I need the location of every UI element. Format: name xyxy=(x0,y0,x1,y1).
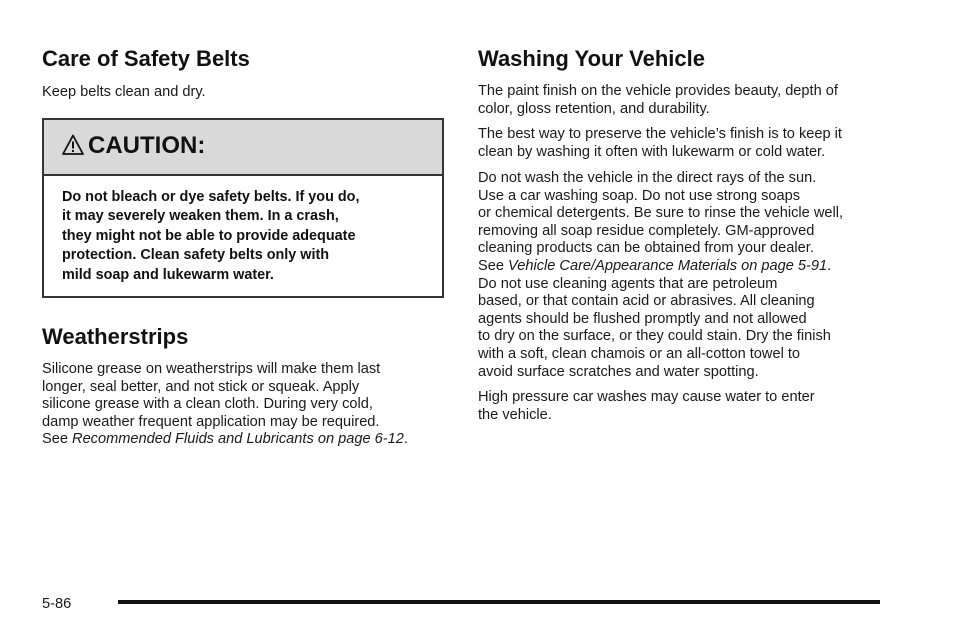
heading-washing-your-vehicle: Washing Your Vehicle xyxy=(478,46,705,71)
cross-reference-fluids-lubricants: Recommended Fluids and Lubricants on page 6-12 xyxy=(72,431,404,448)
care-text: Keep belts clean and dry. xyxy=(42,84,206,100)
weatherstrips-see-line: See Recommended Fluids and Lubricants on page 6-12. xyxy=(42,431,408,448)
weatherstrips-text: Silicone grease on weatherstrips will make them last longer, seal better, and not stick or squeak. Apply silicone grease with a clean cloth. During very cold, damp weather frequent application may be required. See Recommended Fluids and Lubricants on page 6-12. xyxy=(42,361,408,448)
footer-divider xyxy=(118,600,880,604)
caution-text xyxy=(62,188,359,285)
heading-care-of-safety-belts: Care of Safety Belts xyxy=(42,46,250,71)
caution-line: they might not be able to provide adequate xyxy=(62,227,356,244)
washing-see-line: See Vehicle Care/Appearance Materials on page 5-91. xyxy=(478,257,832,274)
caution-line: Do not bleach or dye safety belts. If you do, xyxy=(62,189,360,205)
page-number: 5-86 xyxy=(42,596,72,612)
caution-line: it may severely weaken them. In a crash, xyxy=(62,208,339,225)
washing-paragraph-2: The best way to preserve the vehicle’s finish is to keep it clean by washing it often with lukewarm or cold water. xyxy=(478,126,842,160)
caution-box xyxy=(42,118,444,298)
washing-paragraph-4: High pressure car washes may cause water to enter the vehicle. xyxy=(478,389,815,423)
washing-paragraph-3: Do not wash the vehicle in the direct rays of the sun. Use a car washing soap. Do not use strong soaps or chemical detergents. Be sure to rinse the vehicle well, removing all soap residue completely. GM-approved cleaning products can be obtained from your dealer. See Vehicle Care/Appearance Materials on page 5-91. Do not use cleaning agents that are petroleum based, or that contain acid or abrasives. All cleaning agents should be flushed promptly and not allowed to dry on the surface, or they could stain. Dry the finish with a soft, clean chamois or an all-cotton towel to avoid surface scratches and water spotting. xyxy=(478,170,844,380)
washing-paragraph-1: The paint finish on the vehicle provides beauty, depth of color, gloss retention, and durability. xyxy=(478,83,838,117)
warning-triangle-icon xyxy=(62,134,84,156)
cross-reference-care-materials: Vehicle Care/Appearance Materials on page 5-91 xyxy=(508,257,828,274)
caution-title: CAUTION: xyxy=(88,132,206,159)
caution-line: protection. Clean safety belts only with xyxy=(62,247,330,264)
caution-header xyxy=(44,120,442,176)
heading-weatherstrips: Weatherstrips xyxy=(42,324,189,349)
caution-line: mild soap and lukewarm water. xyxy=(62,266,274,283)
